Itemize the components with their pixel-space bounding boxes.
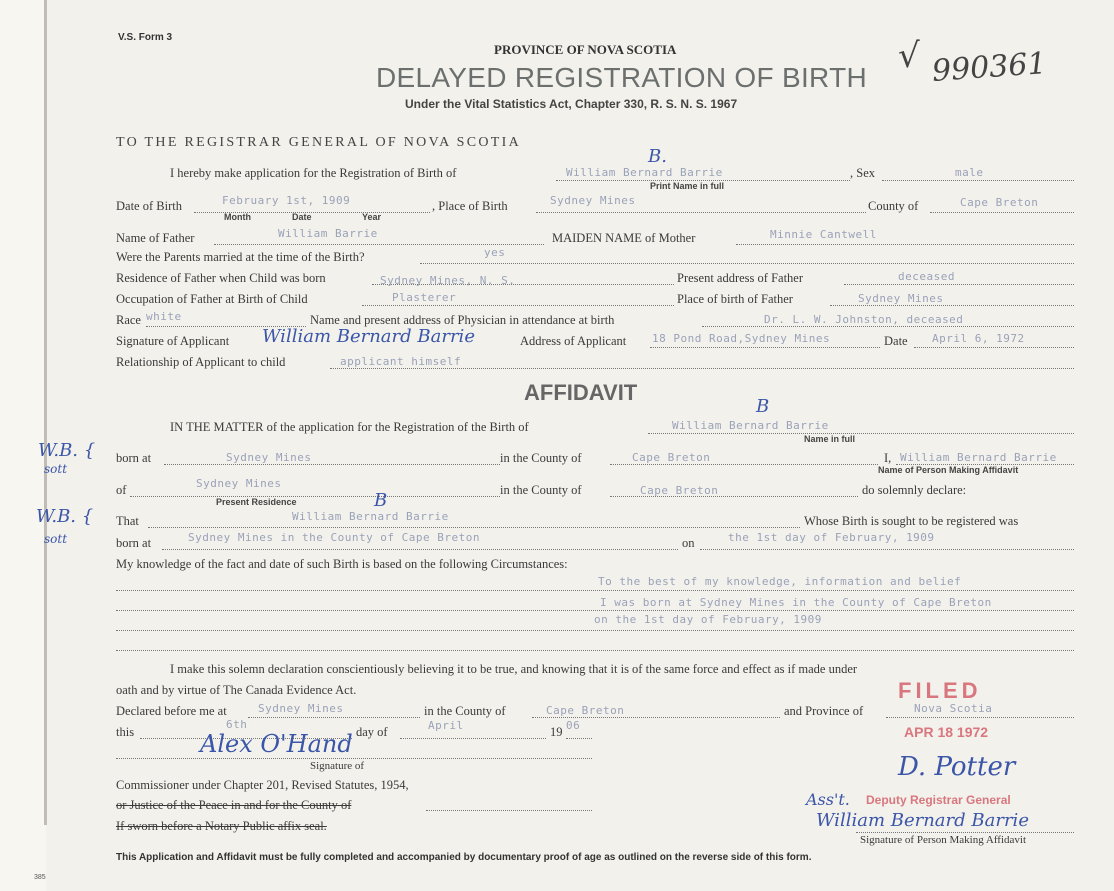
county-label-3: in the County of xyxy=(424,704,506,718)
matter-label: IN THE MATTER of the application for the Registration of the Birth of xyxy=(170,420,529,434)
relationship-label: Relationship of Applicant to child xyxy=(116,355,286,369)
application-intro: I hereby make application for the Registration of Birth of xyxy=(170,166,457,180)
form-number: V.S. Form 3 xyxy=(118,32,173,43)
county-line-1 xyxy=(610,464,878,465)
born-at-line xyxy=(164,464,500,465)
county-value-2: Cape Breton xyxy=(640,484,719,497)
residence-line xyxy=(130,496,500,497)
applicant-addr-value: 18 Pond Road,Sydney Mines xyxy=(652,332,831,345)
solemn-declaration-2: oath and by virtue of The Canada Evidence Act. xyxy=(116,683,357,697)
affiant-signature: William Bernard Barrie xyxy=(816,810,1029,831)
circumstance-2: I was born at Sydney Mines in the County of Cape Breton xyxy=(600,596,992,609)
affiant-signature-caption: Signature of Person Making Affidavit xyxy=(860,834,1026,846)
province-heading: PROVINCE OF NOVA SCOTIA xyxy=(494,42,677,57)
year-prefix: 19 xyxy=(550,725,563,739)
father-pob-value: Sydney Mines xyxy=(858,292,944,305)
asst-note: Ass't. xyxy=(806,790,850,809)
physician-label: Name and present address of Physician in attendance at birth xyxy=(310,313,615,327)
year-line xyxy=(566,738,592,739)
physician-value: Dr. L. W. Johnston, deceased xyxy=(764,313,964,326)
father-pob-line xyxy=(830,305,1074,306)
married-line xyxy=(420,263,1074,264)
year-caption: Year xyxy=(362,212,382,222)
declared-label: Declared before me at xyxy=(116,704,227,718)
filed-stamp: FILED xyxy=(898,678,982,703)
married-value: yes xyxy=(484,246,506,259)
date-line xyxy=(914,347,1074,348)
commissioner-line: Commissioner under Chapter 201, Revised Statutes, 1954, xyxy=(116,778,409,792)
signature-label: Signature of Applicant xyxy=(116,334,230,348)
occupation-value: Plasterer xyxy=(392,291,457,304)
file-number: 990361 xyxy=(930,46,1048,89)
declared-line xyxy=(248,717,420,718)
county-value: Cape Breton xyxy=(960,196,1039,209)
on-line xyxy=(700,549,1074,550)
that-line xyxy=(148,527,800,528)
pob-line xyxy=(536,212,866,213)
race-label: Race xyxy=(116,313,141,327)
county-label-2: in the County of xyxy=(500,483,582,497)
margin-note-sott-2: sott xyxy=(44,532,68,546)
present-addr-line xyxy=(844,284,1074,285)
born-at2-label: born at xyxy=(116,536,152,550)
day-label: day of xyxy=(356,725,388,739)
signature-caption: Signature of xyxy=(310,760,365,772)
date-label: Date xyxy=(884,334,908,348)
matter-line xyxy=(648,433,1074,434)
month-value: April xyxy=(428,719,464,732)
res-father-value: Sydney Mines, N. S. xyxy=(380,274,516,287)
margin-note-sott-1: sott xyxy=(44,462,68,476)
that-initial-correction: B xyxy=(374,490,388,511)
this-label: this xyxy=(116,725,135,739)
mother-label: MAIDEN NAME of Mother xyxy=(552,231,696,245)
declare-label: do solemnly declare: xyxy=(862,483,967,497)
county-line-3 xyxy=(532,717,780,718)
pob-value: Sydney Mines xyxy=(550,194,636,207)
matter-caption: Name in full xyxy=(804,434,856,444)
applicant-addr-line xyxy=(650,347,880,348)
name-initial-correction: B. xyxy=(648,146,667,167)
relationship-line xyxy=(330,368,1074,369)
matter-initial-correction: B xyxy=(756,396,770,417)
father-value: William Barrie xyxy=(278,227,378,240)
of-label: of xyxy=(116,483,127,497)
race-value: white xyxy=(146,310,182,323)
physician-line xyxy=(702,326,1074,327)
year-value: 06 xyxy=(566,719,581,732)
circ-line-1 xyxy=(116,590,1074,591)
check-mark: √ xyxy=(898,36,920,76)
sex-line xyxy=(882,180,1074,181)
solemn-declaration-1: I make this solemn declaration conscientiously believing it to be true, and knowing that it is of the same force and effect as if made under xyxy=(170,662,858,676)
month-caption: Month xyxy=(224,212,251,222)
residence-caption: Present Residence xyxy=(216,497,297,507)
child-name: William Bernard Barrie xyxy=(566,166,723,179)
applicant-addr-label: Address of Applicant xyxy=(520,334,627,348)
addressee-line: TO THE REGISTRAR GENERAL OF NOVA SCOTIA xyxy=(116,135,521,150)
applicant-signature: William Bernard Barrie xyxy=(262,326,475,347)
form-title: DELAYED REGISTRATION OF BIRTH xyxy=(376,62,867,93)
date-caption: Date xyxy=(292,212,312,222)
born-at2-line xyxy=(162,549,678,550)
on-label: on xyxy=(682,536,695,550)
paper-fold xyxy=(44,0,47,825)
justice-line: or Justice of the Peace in and for the County of xyxy=(116,798,352,812)
declared-value: Sydney Mines xyxy=(258,702,344,715)
father-line xyxy=(214,244,544,245)
dob-value: February 1st, 1909 xyxy=(222,194,351,207)
margin-note-initials-1: W.B. { xyxy=(38,440,96,461)
notary-line: If sworn before a Notary Public affix seal. xyxy=(116,819,327,833)
justice-county-line xyxy=(426,810,592,811)
knowledge-label: My knowledge of the fact and date of such Birth is based on the following Circumstances: xyxy=(116,557,568,571)
present-addr-label: Present address of Father xyxy=(677,271,804,285)
day-value: 6th xyxy=(226,718,248,731)
name-caption: Print Name in full xyxy=(650,181,725,191)
month-line xyxy=(400,738,546,739)
affiant-caption: Name of Person Making Affidavit xyxy=(878,465,1019,475)
born-at-label: born at xyxy=(116,451,152,465)
province-label: and Province of xyxy=(784,704,864,718)
occupation-line xyxy=(362,305,674,306)
born-at2-value: Sydney Mines in the County of Cape Breton xyxy=(188,531,481,544)
pob-label: , Place of Birth xyxy=(432,199,508,213)
circ-line-3 xyxy=(116,630,1074,631)
affiant-value: William Bernard Barrie xyxy=(900,451,1057,464)
married-label: Were the Parents married at the time of the Birth? xyxy=(116,250,365,264)
father-pob-label: Place of birth of Father xyxy=(677,292,793,306)
county-value-1: Cape Breton xyxy=(632,451,711,464)
deputy-signature: D. Potter xyxy=(898,752,1016,782)
sex-value: male xyxy=(955,166,984,179)
commissioner-signature: Alex O'Hand xyxy=(200,730,353,758)
footer-code: 385 xyxy=(34,874,46,881)
circumstance-3: on the 1st day of February, 1909 xyxy=(594,613,822,626)
that-value: William Bernard Barrie xyxy=(292,510,449,523)
filed-date-stamp: APR 18 1972 xyxy=(904,724,989,740)
footer-note: This Application and Affidavit must be fully completed and accompanied by documentary proof of age as outlined on the reverse side of this form. xyxy=(116,852,812,863)
residence-value: Sydney Mines xyxy=(196,477,282,490)
sex-label: , Sex xyxy=(850,166,875,180)
date-value: April 6, 1972 xyxy=(932,332,1025,345)
matter-value: William Bernard Barrie xyxy=(672,419,829,432)
father-label: Name of Father xyxy=(116,231,195,245)
that-label: That xyxy=(116,514,139,528)
i-label: I, xyxy=(884,451,892,465)
dob-label: Date of Birth xyxy=(116,199,182,213)
province-line xyxy=(886,717,1074,718)
signature-line xyxy=(116,758,592,759)
affiant-sig-line xyxy=(856,832,1074,833)
mother-value: Minnie Cantwell xyxy=(770,228,877,241)
whose-label: Whose Birth is sought to be registered was xyxy=(804,514,1019,528)
province-value: Nova Scotia xyxy=(914,702,993,715)
occupation-label: Occupation of Father at Birth of Child xyxy=(116,292,308,306)
county-label-1: in the County of xyxy=(500,451,582,465)
mother-line xyxy=(736,244,1074,245)
affidavit-heading: AFFIDAVIT xyxy=(524,380,638,405)
present-addr-value: deceased xyxy=(898,270,955,283)
form-subtitle: Under the Vital Statistics Act, Chapter 330, R. S. N. S. 1967 xyxy=(405,97,738,111)
circ-line-2 xyxy=(116,610,1074,611)
deputy-registrar-stamp: Deputy Registrar General xyxy=(866,793,1011,807)
county-line xyxy=(930,212,1074,213)
circ-line-4 xyxy=(116,650,1074,651)
county-label: County of xyxy=(868,199,919,213)
res-father-label: Residence of Father when Child was born xyxy=(116,271,326,285)
margin-note-initials-2: W.B. { xyxy=(36,506,94,527)
on-value: the 1st day of February, 1909 xyxy=(728,531,935,544)
circumstance-1: To the best of my knowledge, information and belief xyxy=(598,575,962,588)
born-at-value: Sydney Mines xyxy=(226,451,312,464)
county-value-3: Cape Breton xyxy=(546,704,625,717)
relationship-value: applicant himself xyxy=(340,355,462,368)
